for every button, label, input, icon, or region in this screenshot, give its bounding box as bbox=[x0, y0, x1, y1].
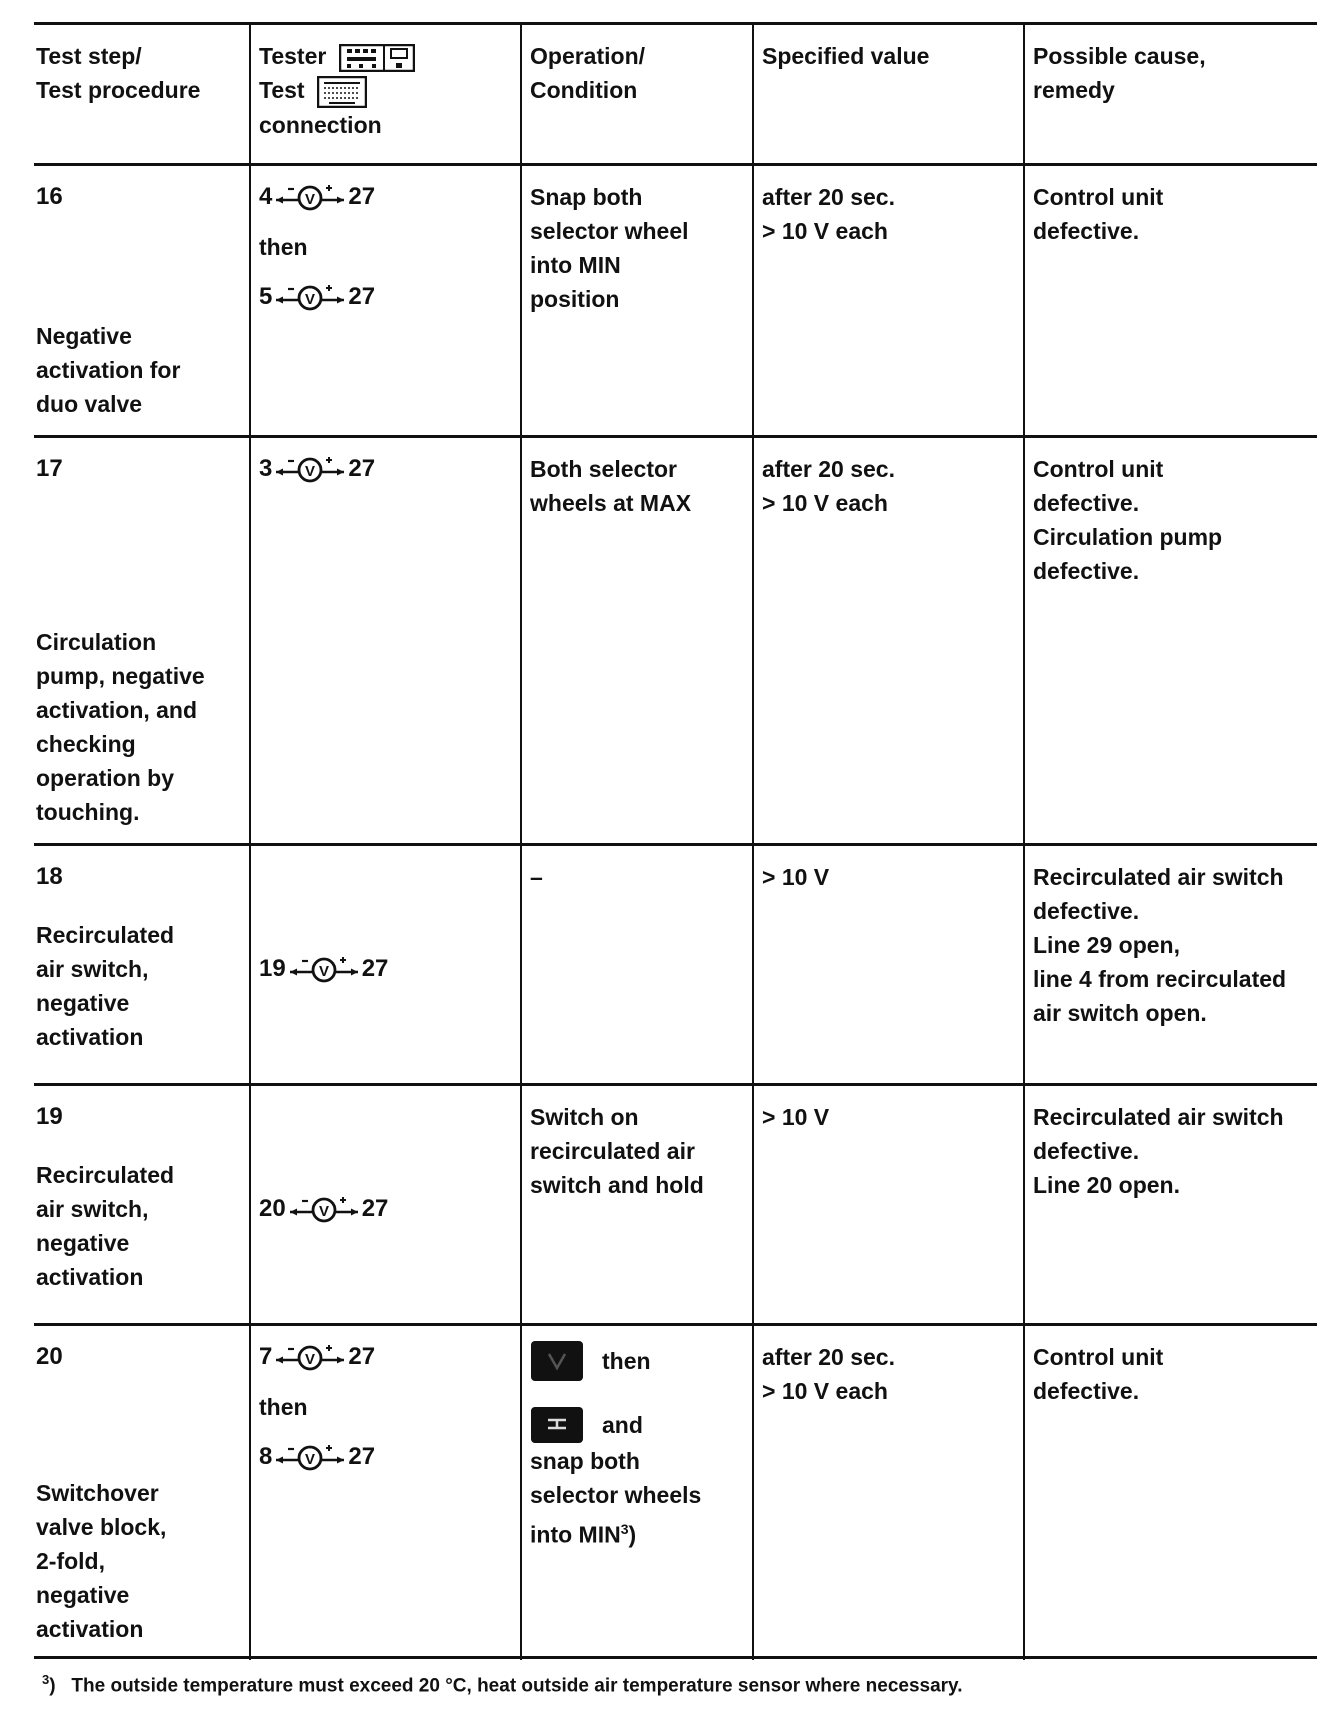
procedure-line: activation for bbox=[36, 357, 181, 383]
operation-line: Snap both bbox=[530, 184, 643, 210]
connection-to: 27 bbox=[348, 455, 376, 482]
footnote-ref: 3 bbox=[620, 1521, 629, 1537]
connection-from: 20 bbox=[259, 1195, 286, 1222]
specified-17-cell bbox=[752, 438, 1023, 846]
cause-line: defective. bbox=[1033, 1138, 1140, 1164]
connection-to: 27 bbox=[348, 183, 376, 210]
procedure-line: activation, and bbox=[36, 697, 198, 723]
cause-line: defective. bbox=[1033, 558, 1140, 584]
cause-18-cell bbox=[1023, 846, 1317, 1086]
header-test-step-line1: Test step/ bbox=[36, 43, 142, 69]
specified-line: > 10 V each bbox=[762, 218, 888, 244]
header-tester bbox=[249, 25, 520, 166]
header-specified-line1: Specified value bbox=[762, 43, 930, 69]
procedure-line: operation by bbox=[36, 765, 175, 791]
footnote bbox=[42, 1672, 963, 1697]
cause-line: air switch open. bbox=[1033, 1000, 1207, 1026]
operation-line: Switch on bbox=[530, 1104, 639, 1130]
connection-from: 19 bbox=[259, 955, 286, 982]
connection-to: 27 bbox=[348, 1343, 376, 1370]
procedure-line: negative bbox=[36, 1582, 130, 1608]
cause-line: Line 20 open. bbox=[1033, 1172, 1180, 1198]
cool-key-icon bbox=[530, 1340, 584, 1382]
operation-line: selector wheel bbox=[530, 218, 689, 244]
connection-item bbox=[259, 1340, 514, 1374]
step-20-cell bbox=[34, 1326, 249, 1660]
procedure-line: touching. bbox=[36, 799, 140, 825]
cause-17-cell bbox=[1023, 438, 1317, 846]
operation-17-cell bbox=[520, 438, 752, 846]
header-operation bbox=[520, 25, 752, 166]
connection-from: 8 bbox=[259, 1443, 273, 1470]
operation-line: selector wheels bbox=[530, 1482, 702, 1508]
then-label: then bbox=[259, 1394, 308, 1420]
connection-item bbox=[259, 1440, 514, 1474]
voltmeter-icon bbox=[274, 280, 346, 314]
connection-item bbox=[259, 180, 514, 214]
specified-19-cell bbox=[752, 1086, 1023, 1326]
step-18-cell bbox=[34, 846, 249, 1086]
tester-device-icon bbox=[339, 44, 415, 72]
cause-line: line 4 from recirculated bbox=[1033, 966, 1287, 992]
step-16-cell bbox=[34, 166, 249, 438]
cause-line: Control unit bbox=[1033, 184, 1164, 210]
step-procedure bbox=[36, 1476, 243, 1646]
operation-18-cell bbox=[520, 846, 752, 1086]
connection-item bbox=[259, 452, 514, 486]
cause-line: Circulation pump bbox=[1033, 524, 1223, 550]
header-cause-line2: remedy bbox=[1033, 77, 1115, 103]
step-procedure bbox=[36, 625, 243, 829]
connection-17-cell bbox=[249, 438, 520, 846]
footnote-ref-close: ) bbox=[628, 1521, 637, 1548]
step-19-cell bbox=[34, 1086, 249, 1326]
operation-line: wheels at MAX bbox=[530, 490, 692, 516]
cause-line: defective. bbox=[1033, 490, 1140, 516]
operation-line: recirculated air bbox=[530, 1138, 695, 1164]
voltmeter-icon bbox=[274, 1340, 346, 1374]
header-operation-line1: Operation/ bbox=[530, 43, 646, 69]
step-number: 18 bbox=[36, 863, 63, 890]
then-label: then bbox=[259, 234, 308, 260]
operation-19-cell bbox=[520, 1086, 752, 1326]
connection-from: 7 bbox=[259, 1343, 273, 1370]
procedure-line: Recirculated bbox=[36, 1162, 175, 1188]
specified-line: > 10 V bbox=[762, 1104, 830, 1130]
operation-line: position bbox=[530, 286, 620, 312]
connection-16-cell bbox=[249, 166, 520, 438]
procedure-line: Recirculated bbox=[36, 922, 175, 948]
voltmeter-icon bbox=[288, 1192, 360, 1226]
procedure-line: pump, negative bbox=[36, 663, 205, 689]
header-test-step-line2: Test procedure bbox=[36, 77, 201, 103]
operation-line: – bbox=[530, 864, 543, 890]
voltmeter-icon bbox=[274, 452, 346, 486]
voltmeter-icon bbox=[274, 180, 346, 214]
specified-20-cell bbox=[752, 1326, 1023, 1660]
cause-line: defective. bbox=[1033, 218, 1140, 244]
procedure-line: activation bbox=[36, 1024, 144, 1050]
operation-line: Both selector bbox=[530, 456, 677, 482]
procedure-line: 2-fold, bbox=[36, 1548, 105, 1574]
test-box-icon bbox=[317, 76, 367, 108]
header-test-step bbox=[34, 25, 249, 166]
cause-line: Recirculated air switch bbox=[1033, 1104, 1284, 1130]
connection-20-cell bbox=[249, 1326, 520, 1660]
step-procedure bbox=[36, 918, 243, 1054]
operation-20-cell bbox=[520, 1326, 752, 1660]
specified-line: > 10 V each bbox=[762, 1378, 888, 1404]
step-17-cell bbox=[34, 438, 249, 846]
procedure-line: Negative bbox=[36, 323, 132, 349]
header-tester-line1: Tester bbox=[259, 43, 327, 69]
cause-19-cell bbox=[1023, 1086, 1317, 1326]
specified-line: > 10 V bbox=[762, 864, 830, 890]
procedure-line: Switchover bbox=[36, 1480, 159, 1506]
heat-key-icon bbox=[530, 1406, 584, 1444]
header-specified bbox=[752, 25, 1023, 166]
specified-line: after 20 sec. bbox=[762, 1344, 895, 1370]
cause-line: Control unit bbox=[1033, 456, 1164, 482]
cause-16-cell bbox=[1023, 166, 1317, 438]
voltmeter-icon bbox=[288, 952, 360, 986]
step-procedure bbox=[36, 1158, 243, 1294]
operation-line: into MIN bbox=[530, 1521, 621, 1548]
step-number: 16 bbox=[36, 183, 63, 210]
cause-line: Line 29 open, bbox=[1033, 932, 1180, 958]
step-number: 20 bbox=[36, 1343, 63, 1370]
connection-from: 4 bbox=[259, 183, 273, 210]
connection-18-cell bbox=[249, 846, 520, 1086]
cause-line: Control unit bbox=[1033, 1344, 1164, 1370]
procedure-line: Circulation bbox=[36, 629, 157, 655]
operation-16-cell bbox=[520, 166, 752, 438]
key-suffix-then: then bbox=[602, 1348, 651, 1374]
specified-line: after 20 sec. bbox=[762, 456, 895, 482]
header-cause-line1: Possible cause, bbox=[1033, 43, 1206, 69]
footnote-mark-close: ) bbox=[49, 1675, 56, 1697]
key-suffix-and: and bbox=[602, 1412, 643, 1438]
connection-to: 27 bbox=[361, 955, 389, 982]
procedure-line: valve block, bbox=[36, 1514, 167, 1540]
procedure-line: duo valve bbox=[36, 391, 143, 417]
cause-line: defective. bbox=[1033, 1378, 1140, 1404]
procedure-line: negative bbox=[36, 990, 130, 1016]
cause-line: defective. bbox=[1033, 898, 1140, 924]
specified-line: after 20 sec. bbox=[762, 184, 895, 210]
header-tester-line3: connection bbox=[259, 111, 382, 138]
procedure-line: activation bbox=[36, 1264, 144, 1290]
header-cause bbox=[1023, 25, 1317, 166]
operation-line: snap both bbox=[530, 1448, 640, 1474]
header-operation-line2: Condition bbox=[530, 77, 638, 103]
procedure-line: checking bbox=[36, 731, 136, 757]
connection-to: 27 bbox=[361, 1195, 389, 1222]
connection-item bbox=[259, 1192, 514, 1226]
cause-20-cell bbox=[1023, 1326, 1317, 1660]
procedure-line: negative bbox=[36, 1230, 130, 1256]
connection-item bbox=[259, 952, 514, 986]
specified-18-cell bbox=[752, 846, 1023, 1086]
connection-to: 27 bbox=[348, 283, 376, 310]
operation-line: switch and hold bbox=[530, 1172, 704, 1198]
footnote-mark: 3 bbox=[42, 1672, 50, 1687]
connection-item bbox=[259, 280, 514, 314]
cause-line: Recirculated air switch bbox=[1033, 864, 1284, 890]
operation-line: into MIN bbox=[530, 252, 621, 278]
test-table bbox=[34, 22, 1317, 1660]
procedure-line: air switch, bbox=[36, 1196, 149, 1222]
voltmeter-icon bbox=[274, 1440, 346, 1474]
procedure-line: activation bbox=[36, 1616, 144, 1642]
step-number: 17 bbox=[36, 455, 63, 482]
connection-from: 5 bbox=[259, 283, 273, 310]
connection-to: 27 bbox=[348, 1443, 376, 1470]
table-bottom-rule bbox=[34, 1656, 1317, 1659]
specified-line: > 10 V each bbox=[762, 490, 888, 516]
step-procedure bbox=[36, 319, 243, 421]
procedure-line: air switch, bbox=[36, 956, 149, 982]
step-number: 19 bbox=[36, 1103, 63, 1130]
connection-19-cell bbox=[249, 1086, 520, 1326]
specified-16-cell bbox=[752, 166, 1023, 438]
connection-from: 3 bbox=[259, 455, 273, 482]
footnote-text: The outside temperature must exceed 20 °C, heat outside air temperature sensor where necessary. bbox=[71, 1675, 963, 1697]
header-tester-line2: Test bbox=[259, 77, 305, 103]
